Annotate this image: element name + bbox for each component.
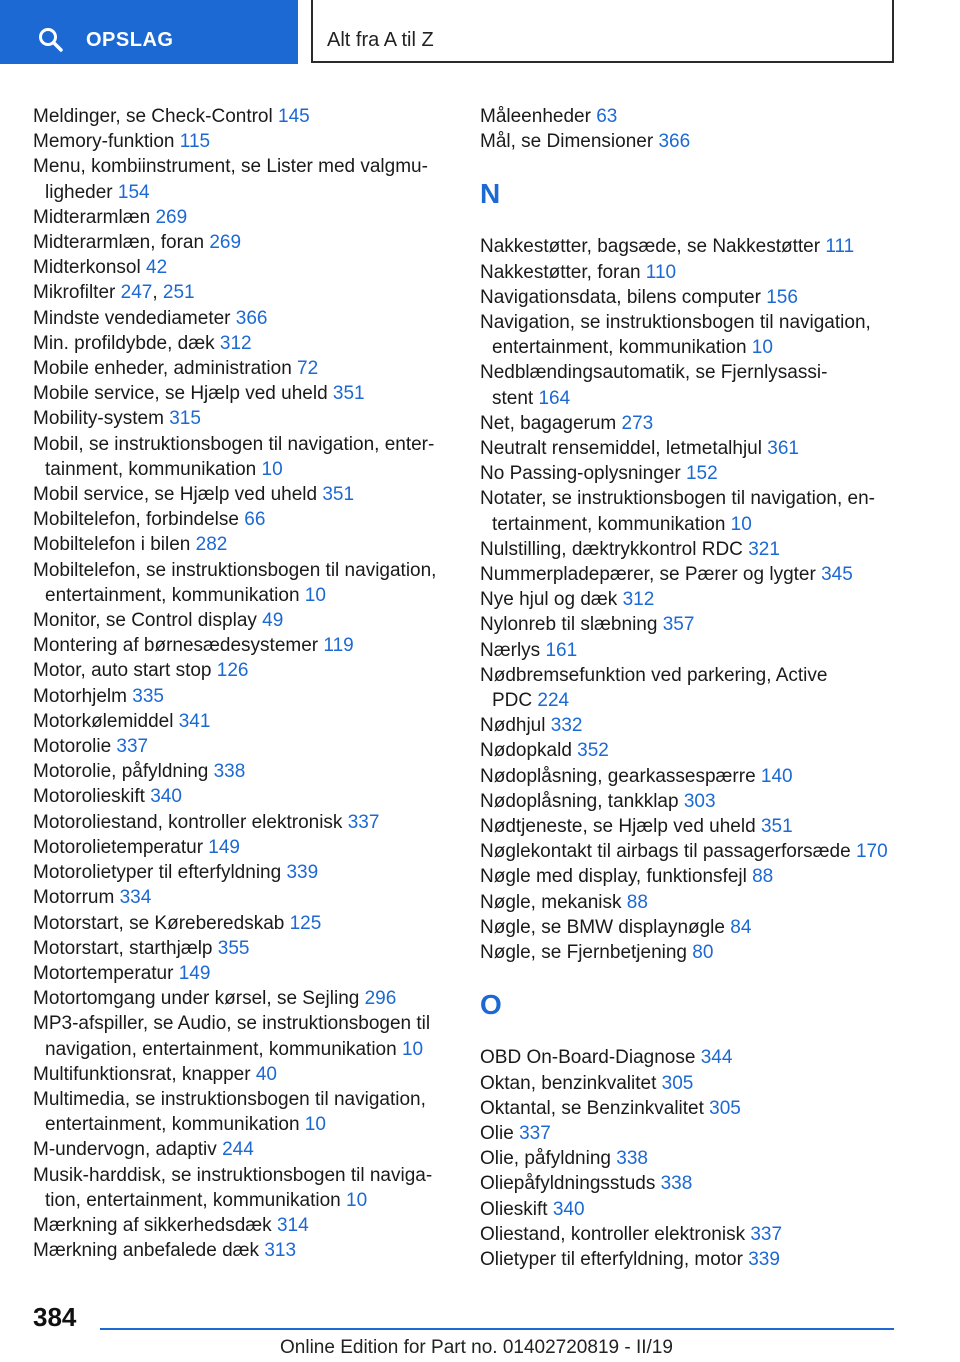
entry-text: Mobile service, se Hjælp ved uheld	[33, 383, 333, 405]
index-entry	[480, 360, 920, 385]
page-link[interactable]: 315	[169, 408, 201, 430]
index-entry-continuation	[480, 688, 920, 713]
page-link[interactable]: 351	[760, 816, 793, 838]
index-entry	[33, 406, 453, 431]
index-column-left	[33, 104, 453, 1263]
index-entry	[480, 1222, 920, 1247]
index-entry-continuation	[33, 1112, 453, 1137]
entry-text: Olietyper til efterfyldning, motor	[480, 1248, 749, 1270]
index-entry	[33, 1163, 453, 1188]
page-link[interactable]: 42	[146, 257, 168, 279]
entry-text: tainment, kommunikation	[45, 458, 262, 480]
index-entry	[480, 612, 920, 637]
page-link[interactable]: 72	[297, 358, 319, 380]
index-entry	[480, 864, 920, 889]
index-entry	[480, 1071, 920, 1096]
index-entry: Mikrofilter 247, 251	[33, 282, 195, 304]
page-link[interactable]: 337	[750, 1223, 783, 1245]
entry-text: Motoroliestand, kontroller elektronisk	[33, 811, 348, 833]
entry-text: Mobility-system	[33, 408, 170, 430]
entry-text: Mobiltelefon, forbindelse	[33, 509, 245, 531]
entry-text: Memory-funktion	[33, 131, 180, 153]
footer-divider	[100, 1328, 894, 1330]
page-link[interactable]: 351	[332, 383, 365, 405]
entry-text: Musik-harddisk, se instruktionsbogen til naviga-	[33, 1164, 433, 1186]
index-entry	[33, 205, 453, 230]
entry-text: Navigation, se instruktionsbogen til navigation,	[480, 312, 871, 334]
page-number: 384	[33, 1302, 77, 1332]
index-entry	[480, 713, 920, 738]
page-link[interactable]: 351	[322, 484, 355, 506]
index-entry	[480, 260, 920, 285]
page-link[interactable]: 251	[162, 282, 195, 304]
index-letter-heading: O	[480, 989, 502, 1021]
index-entry	[33, 255, 453, 280]
entry-text: Meldinger, se Check-Control	[33, 106, 278, 127]
entry-text: Nærlys	[480, 639, 546, 661]
page-link[interactable]: 337	[519, 1122, 551, 1144]
index-entry	[33, 759, 453, 784]
entry-text: Mobil service, se Hjælp ved uheld	[33, 484, 323, 506]
page-link[interactable]: 312	[622, 589, 655, 611]
page-link[interactable]: 338	[660, 1173, 693, 1195]
entry-text: Nøgle, mekanisk	[480, 891, 627, 913]
index-entry	[480, 285, 920, 310]
page-link[interactable]: 366	[235, 307, 268, 329]
index-entry	[33, 961, 453, 986]
index-entry	[480, 738, 920, 763]
page-link[interactable]: 244	[222, 1139, 254, 1161]
entry-text: Net, bagagerum	[480, 412, 622, 434]
page-link[interactable]: 269	[155, 206, 188, 228]
entry-text: Menu, kombiinstrument, se Lister med valgmu-	[33, 156, 428, 178]
index-entry	[33, 482, 453, 507]
index-entry	[33, 532, 453, 557]
entry-text: stent	[492, 387, 539, 409]
entry-text: Nødoplåsning, gearkassespærre	[480, 765, 761, 787]
index-entry	[33, 1213, 453, 1238]
page-link[interactable]: 338	[213, 761, 246, 783]
page-link[interactable]: 305	[661, 1072, 694, 1094]
entry-text: Mål, se Dimensioner	[480, 131, 659, 153]
entry-text: OBD On-Board-Diagnose	[480, 1047, 701, 1069]
index-entry	[480, 562, 920, 587]
index-entry	[480, 104, 920, 129]
index-entry	[33, 154, 453, 179]
entry-text: Mærkning af sikkerhedsdæk	[33, 1214, 277, 1236]
entry-text: Montering af børnesædesystemer	[33, 635, 324, 657]
section-header	[311, 0, 894, 63]
index-entry	[480, 814, 920, 839]
index-entry	[480, 1197, 920, 1222]
page-link[interactable]: 303	[683, 790, 716, 812]
page-link[interactable]: 149	[178, 962, 211, 984]
entry-text: ligheder	[45, 181, 118, 203]
index-letter-heading: N	[480, 178, 501, 210]
index-entry	[33, 1011, 453, 1036]
entry-text: Olie, påfyldning	[480, 1148, 617, 1170]
entry-text: Nøgle, se Fjernbetjening	[480, 942, 693, 964]
index-entry	[480, 839, 920, 864]
page-link[interactable]: 352	[577, 740, 609, 762]
entry-text: navigation, entertainment, kommunikation	[45, 1038, 402, 1060]
page-link[interactable]: 170	[855, 841, 888, 863]
page-link[interactable]: 344	[700, 1047, 733, 1069]
entry-text: Midterarmlæn	[33, 206, 156, 228]
entry-text: Nulstilling, dæktrykkontrol RDC	[480, 538, 749, 560]
index-entry	[480, 537, 920, 562]
entry-text: Mobile enheder, administration	[33, 358, 298, 380]
page-link[interactable]: 321	[748, 538, 780, 560]
entry-text: Olieskift	[480, 1198, 553, 1220]
entry-text: Mobil, se instruktionsbogen til navigation, enter-	[33, 433, 435, 455]
index-entry	[480, 310, 920, 335]
entry-text: Monitor, se Control display	[33, 610, 263, 632]
page-link[interactable]: 296	[364, 988, 397, 1010]
page-link[interactable]: 269	[209, 232, 242, 254]
page-link[interactable]: 224	[537, 690, 570, 712]
index-entry	[480, 638, 920, 663]
page-link[interactable]: 345	[821, 564, 853, 586]
index-entry	[33, 104, 453, 129]
entry-text: Motortomgang under kørsel, se Sejling	[33, 988, 365, 1010]
page-link[interactable]: 119	[323, 635, 354, 657]
page-link[interactable]: 10	[304, 1114, 326, 1136]
index-entry	[480, 890, 920, 915]
tab-opslag[interactable]	[0, 0, 298, 64]
entry-text: Motorolieskift	[33, 786, 151, 808]
index-column-right	[480, 104, 920, 1272]
page-link[interactable]: 49	[262, 610, 284, 632]
page-link[interactable]: 40	[255, 1063, 277, 1085]
entry-text: Motorkølemiddel	[33, 710, 179, 732]
entry-text: Nødopkald	[480, 740, 578, 762]
entry-text: Nødtjeneste, se Hjælp ved uheld	[480, 816, 761, 838]
page-link[interactable]: 66	[244, 509, 266, 531]
index-entry	[480, 436, 920, 461]
page-link[interactable]: 88	[626, 891, 648, 913]
index-entry	[480, 940, 920, 965]
page-link[interactable]: 337	[116, 736, 149, 758]
index-entry	[480, 1096, 920, 1121]
index-entry	[33, 1137, 453, 1162]
page-link[interactable]: 247	[120, 282, 153, 304]
index-entry-continuation	[480, 335, 920, 360]
entry-text: Nøgle, se BMW displaynøgle	[480, 916, 731, 938]
entry-text: Midterarmlæn, foran	[33, 232, 210, 254]
page-link[interactable]: 145	[278, 106, 310, 127]
entry-text: Neutralt rensemiddel, letmetalhjul	[480, 438, 768, 460]
index-entry	[480, 915, 920, 940]
index-entry	[33, 507, 453, 532]
entry-text: Motortemperatur	[33, 962, 179, 984]
entry-text: Nøglekontakt til airbags til passagerforsæde	[480, 841, 856, 863]
entry-text: Nedblændingsautomatik, se Fjernlysassi-	[480, 362, 828, 384]
index-entry	[33, 432, 453, 457]
index-entry	[33, 784, 453, 809]
page-link[interactable]: 10	[751, 337, 773, 359]
index-entry	[33, 558, 453, 583]
page-link[interactable]: 63	[596, 106, 618, 127]
page-link[interactable]: 115	[179, 131, 211, 153]
page-link[interactable]: 361	[767, 438, 799, 460]
index-entry	[480, 1247, 920, 1272]
index-entry	[480, 411, 920, 436]
entry-text: Motorolie	[33, 736, 117, 758]
index-entry	[33, 885, 453, 910]
entry-text: Motorrum	[33, 887, 120, 909]
index-entry	[480, 1045, 920, 1070]
entry-text: Motorolietemperatur	[33, 836, 209, 858]
page-link[interactable]: 312	[219, 332, 252, 354]
page-link[interactable]: 84	[730, 916, 752, 938]
entry-text: Motorhjelm	[33, 685, 133, 707]
page-link[interactable]: 340	[552, 1198, 585, 1220]
index-entry	[33, 684, 453, 709]
index-entry	[33, 911, 453, 936]
index-entry-continuation	[33, 180, 453, 205]
entry-text: Oktan, benzinkvalitet	[480, 1072, 662, 1094]
entry-text: Multifunktionsrat, knapper	[33, 1063, 256, 1085]
entry-text: Motorolietyper til efterfyldning	[33, 862, 287, 884]
entry-text: Nylonreb til slæbning	[480, 614, 663, 636]
entry-text: Oliestand, kontroller elektronisk	[480, 1223, 751, 1245]
page-link[interactable]: 339	[286, 862, 319, 884]
index-entry	[33, 129, 453, 154]
index-entry	[480, 789, 920, 814]
entry-text: Nødbremsefunktion ved parkering, Active	[480, 664, 828, 686]
index-entry-continuation	[480, 512, 920, 537]
entry-text: Motorstart, se Køreberedskab	[33, 912, 290, 934]
page-link[interactable]: 125	[289, 912, 322, 934]
index-entry	[480, 486, 920, 511]
page-link[interactable]: 126	[216, 660, 249, 682]
entry-text: entertainment, kommunikation	[45, 1114, 305, 1136]
index-entry-continuation	[33, 1037, 453, 1062]
section-title: Alt fra A til Z	[327, 29, 434, 51]
page-link[interactable]: 10	[304, 584, 326, 606]
index-entry	[480, 1121, 920, 1146]
entry-text: Multimedia, se instruktionsbogen til navigation,	[33, 1088, 426, 1110]
entry-text: tion, entertainment, kommunikation	[45, 1189, 346, 1211]
entry-text: MP3-afspiller, se Audio, se instruktionsbogen til	[33, 1013, 431, 1035]
index-entry	[480, 1146, 920, 1171]
index-entry	[33, 658, 453, 683]
entry-text: Midterkonsol	[33, 257, 146, 279]
page-link[interactable]: 338	[616, 1148, 648, 1170]
index-entry	[33, 306, 453, 331]
index-entry	[33, 936, 453, 961]
page-link[interactable]: 152	[685, 463, 718, 485]
entry-text: entertainment, kommunikation	[492, 337, 752, 359]
entry-text: Nye hjul og dæk	[480, 589, 623, 611]
index-entry	[480, 663, 920, 688]
page-link[interactable]: 366	[658, 131, 691, 153]
index-entry	[33, 835, 453, 860]
page-link[interactable]: 332	[550, 715, 583, 737]
page-link[interactable]: 110	[645, 261, 677, 283]
search-icon	[38, 27, 64, 53]
index-entry	[33, 608, 453, 633]
entry-text: Mobiltelefon i bilen	[33, 534, 196, 556]
page-link[interactable]: 357	[662, 614, 695, 636]
entry-text: No Passing-oplysninger	[480, 463, 686, 485]
page-link[interactable]: 335	[132, 685, 164, 707]
page-link[interactable]: 88	[752, 866, 774, 888]
page-link[interactable]: 337	[347, 811, 380, 833]
index-entry	[480, 1171, 920, 1196]
entry-text: Nummerpladepærer, se Pærer og lygter	[480, 564, 822, 586]
entry-text: PDC	[492, 690, 538, 712]
page-link[interactable]: 334	[119, 887, 152, 909]
entry-text: Motorstart, starthjælp	[33, 937, 218, 959]
index-entry-continuation	[480, 386, 920, 411]
page-link[interactable]: 156	[766, 286, 798, 308]
entry-text: Måleenheder	[480, 106, 597, 127]
entry-text: Motor, auto start stop	[33, 660, 217, 682]
index-entry	[33, 356, 453, 381]
index-entry	[33, 734, 453, 759]
entry-text: Notater, se instruktionsbogen til navigation, en-	[480, 488, 876, 510]
page-link[interactable]: 340	[150, 786, 182, 808]
page-link[interactable]: 355	[217, 937, 250, 959]
page-link[interactable]: 339	[748, 1248, 780, 1270]
page-link[interactable]: 10	[261, 458, 283, 480]
entry-text: Nøgle med display, funktionsfejl	[480, 866, 753, 888]
index-entry	[33, 633, 453, 658]
entry-text: Mærkning anbefalede dæk	[33, 1240, 265, 1262]
entry-text: entertainment, kommunikation	[45, 584, 305, 606]
index-entry	[480, 587, 920, 612]
entry-text: Nødoplåsning, tankklap	[480, 790, 684, 812]
index-entry	[480, 764, 920, 789]
index-entry	[480, 234, 920, 259]
entry-text: Oliepåfyldningsstuds	[480, 1173, 661, 1195]
edition-text: Online Edition for Part no. 01402720819 - II/19	[280, 1337, 673, 1358]
index-entry	[33, 331, 453, 356]
page-link[interactable]: 80	[692, 942, 714, 964]
entry-text: Nakkestøtter, bagsæde, se Nakkestøtter	[480, 236, 826, 258]
entry-text: tertainment, kommunikation	[492, 513, 731, 535]
index-entry-continuation	[33, 1188, 453, 1213]
index-entry	[33, 381, 453, 406]
index-entry	[33, 1238, 453, 1263]
page-link[interactable]: 305	[709, 1097, 741, 1119]
index-entry	[480, 129, 920, 154]
page-link[interactable]: 341	[178, 710, 211, 732]
page-link[interactable]: 140	[760, 765, 793, 787]
page-link[interactable]: 161	[545, 639, 578, 661]
page-link[interactable]: 111	[825, 236, 855, 258]
page-link[interactable]: 314	[276, 1214, 309, 1236]
entry-text: Oktantal, se Benzinkvalitet	[480, 1097, 710, 1119]
index-entry	[33, 1062, 453, 1087]
entry-text: Min. profildybde, dæk	[33, 332, 220, 354]
entry-text: Nakkestøtter, foran	[480, 261, 646, 283]
index-entry	[33, 860, 453, 885]
page-link[interactable]: 10	[346, 1189, 368, 1211]
entry-text: M-undervogn, adaptiv	[33, 1139, 223, 1161]
page-link[interactable]: 164	[538, 387, 571, 409]
page-link[interactable]: 10	[730, 513, 752, 535]
index-entry	[33, 709, 453, 734]
index-entry	[480, 461, 920, 486]
entry-text: Mindste vendediameter	[33, 307, 236, 329]
page-link[interactable]: 273	[621, 412, 654, 434]
index-entry	[33, 810, 453, 835]
index-entry	[33, 1087, 453, 1112]
page-link[interactable]: 154	[117, 181, 150, 203]
entry-text: Mobiltelefon, se instruktionsbogen til navigation,	[33, 559, 437, 581]
page-link[interactable]: 149	[208, 836, 240, 858]
page-link[interactable]: 282	[195, 534, 228, 556]
entry-text: Mikrofilter	[33, 282, 121, 304]
index-entry-continuation	[33, 457, 453, 482]
index-entry	[33, 230, 453, 255]
entry-text: Navigationsdata, bilens computer	[480, 286, 767, 308]
tab-label: OPSLAG	[86, 29, 174, 51]
page-link[interactable]: 10	[401, 1038, 424, 1060]
index-entry-continuation	[33, 583, 453, 608]
entry-text: Motorolie, påfyldning	[33, 761, 214, 783]
index-entry	[33, 986, 453, 1011]
entry-text: Olie	[480, 1122, 520, 1144]
entry-text: Nødhjul	[480, 715, 551, 737]
page-link[interactable]: 313	[264, 1240, 297, 1262]
